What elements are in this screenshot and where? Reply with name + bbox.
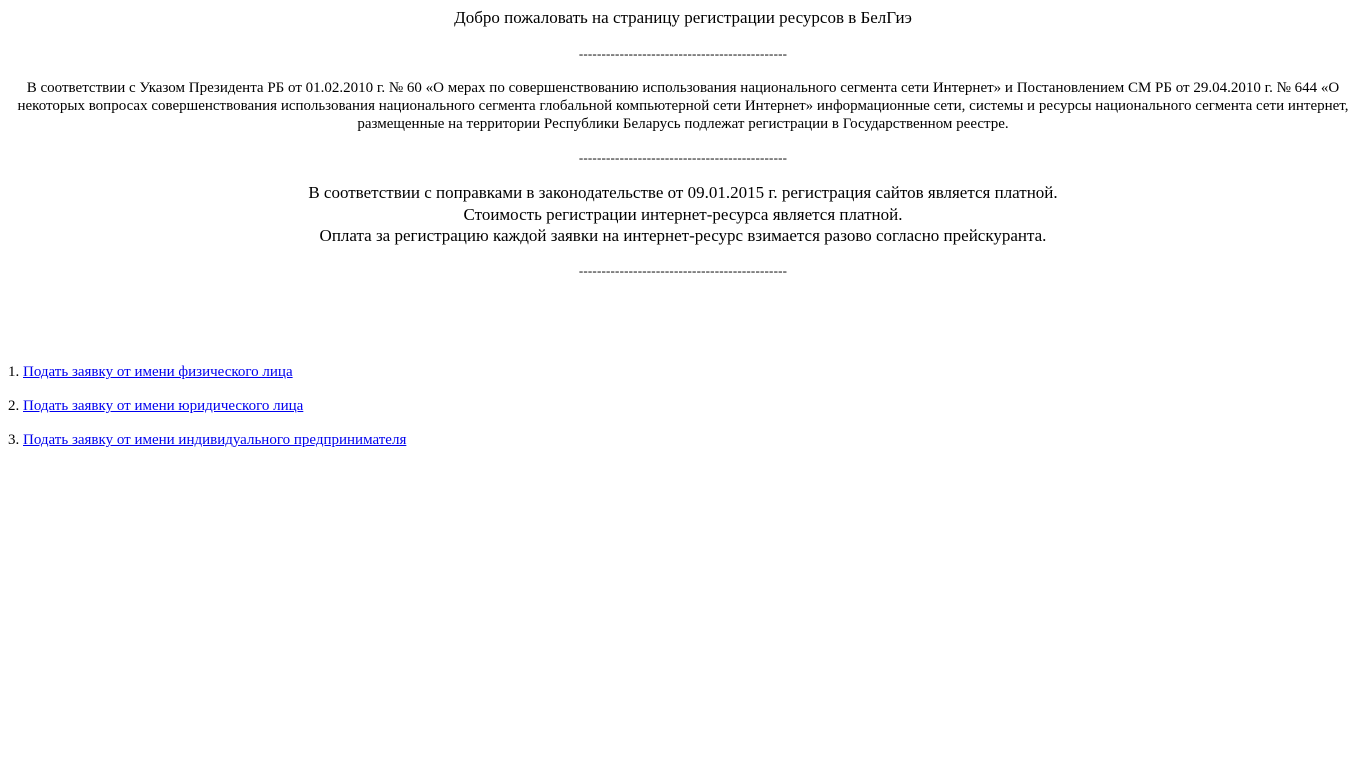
- option-number: 1.: [8, 364, 20, 380]
- payment-notice: [0, 182, 1366, 247]
- divider-middle: ----------------------------------------------: [578, 150, 788, 165]
- option-number: 3.: [8, 432, 20, 448]
- payment-notice-line-1: В соответствии с поправками в законодательстве от 09.01.2015 г. регистрация сайтов является платной.: [308, 183, 1058, 202]
- application-option-entrepreneur: [8, 431, 808, 449]
- divider-bottom: ----------------------------------------------: [578, 263, 788, 278]
- legal-basis-text: В соответствии с Указом Президента РБ от 01.02.2010 г. № 60 «О мерах по совершенствованию использования национального сегмента сети Интернет» и Постановлением СМ РБ от 29.04.2010 г. № 644 «О некоторых вопросах совершенствования использования национального сегмента глобальной компьютерной сети Интернет» информационные сети, системы и ресурсы национального сегмента сети интернет, размещенные на территории Республики Беларусь подлежат регистрации в Государственном реестре.: [17, 80, 1349, 132]
- divider-top: ----------------------------------------------: [578, 46, 788, 61]
- apply-entrepreneur-link[interactable]: Подать заявку от имени индивидуального предпринимателя: [23, 432, 407, 448]
- payment-notice-line-3: Оплата за регистрацию каждой заявки на интернет-ресурс взимается разово согласно прейскуранта.: [319, 226, 1047, 245]
- page-title: Добро пожаловать на страницу регистрации ресурсов в БелГиэ: [454, 8, 912, 27]
- option-number: 2.: [8, 398, 20, 414]
- application-option-legal-entity: [8, 397, 808, 415]
- application-links-list: [8, 363, 808, 465]
- application-option-individual: [8, 363, 808, 381]
- payment-notice-line-2: Стоимость регистрации интернет-ресурса является платной.: [463, 204, 903, 224]
- apply-legal-entity-link[interactable]: Подать заявку от имени юридического лица: [23, 398, 304, 414]
- apply-individual-link[interactable]: Подать заявку от имени физического лица: [23, 364, 293, 380]
